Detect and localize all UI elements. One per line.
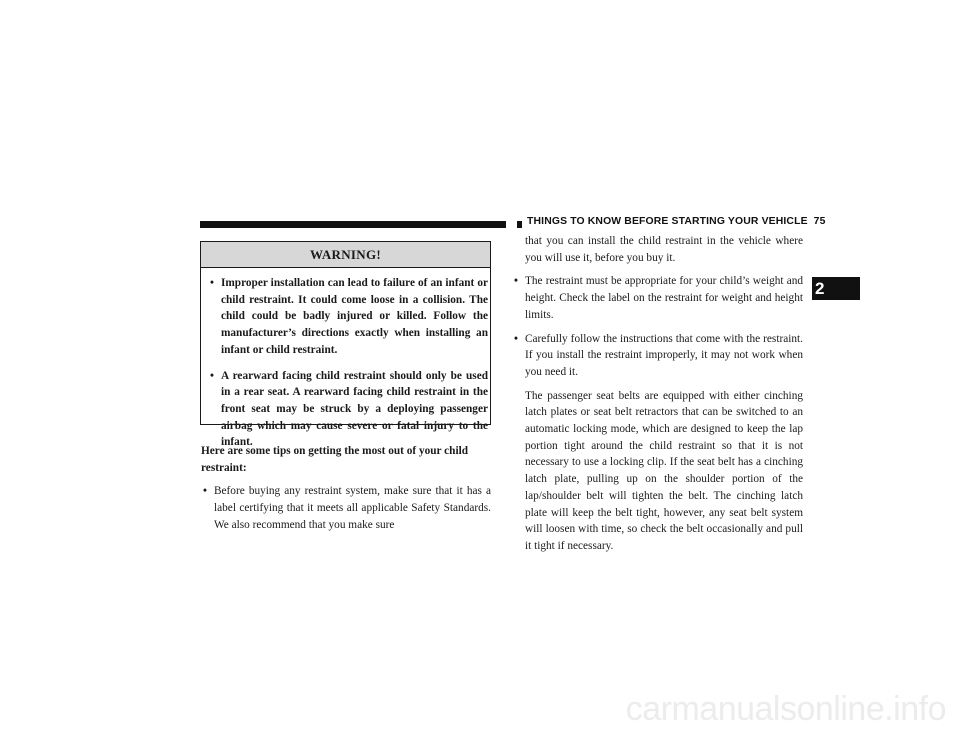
warning-list: [201, 268, 490, 451]
tips-list-right: [514, 273, 803, 380]
chapter-tab: 2: [812, 277, 860, 300]
tip-item: [514, 273, 803, 323]
header-title: THINGS TO KNOW BEFORE STARTING YOUR VEHICLE: [527, 216, 808, 227]
header-rule: [200, 221, 506, 228]
header-rule-end: [517, 221, 522, 228]
tip-item-text: The restraint must be appropriate for your child’s weight and height. Check the label on the restraint for weight and height limits.: [525, 275, 803, 321]
bullet-icon: •: [210, 277, 214, 289]
page-number: 75: [813, 216, 826, 227]
tips-list-left: [201, 483, 491, 533]
left-column: [201, 443, 491, 541]
running-header: [527, 216, 826, 227]
right-column: [514, 233, 803, 555]
watermark: carmanualsonline.info: [625, 690, 946, 728]
warning-item-text: Improper installation can lead to failure of an infant or child restraint. It could come loose in a collision. The child could be badly injured or killed. Follow the manufacturer’s directions exactly when installing an infant or child restraint.: [221, 277, 488, 356]
warning-heading: WARNING!: [201, 242, 490, 268]
bullet-icon: •: [210, 369, 214, 382]
tip-item-text: Before buying any restraint system, make sure that it has a label certifying that it meets all applicable Safety Standards. We also recommend that you make sure: [214, 485, 491, 531]
warning-item: [210, 368, 488, 452]
tip-item: [203, 483, 491, 533]
bullet-icon: •: [514, 275, 518, 288]
tips-intro: Here are some tips on getting the most out of your child restraint:: [201, 445, 469, 474]
bullet-icon: •: [203, 485, 207, 498]
seat-belt-paragraph: The passenger seat belts are equipped with either cinching latch plates or seat belt retractors that can be switched to an automatic locking mode, which are designed to keep the lap portion tight around the child restraint so that it is not necessary to use a locking clip. If the seat belt has a cinching latch plate, pulling up on the shoulder portion of the lap/shoulder belt will tighten the belt. The cinching latch plate will keep the belt tight, however, any seat belt system will loosen with time, so check the belt occasionally and pull it tight if necessary.: [525, 389, 803, 552]
tip-item: [514, 331, 803, 381]
warning-item-text: A rearward facing child restraint should only be used in a rear seat. A rearward facing child restraint in the front seat may be struck by a deploying passenger airbag which may cause severe or fatal injury to the infant.: [221, 369, 488, 449]
tip-item-text: Carefully follow the instructions that come with the restraint. If you install the restraint improperly, it may not work when you need it.: [525, 332, 803, 378]
warning-box: [200, 241, 491, 449]
warning-item: [210, 275, 488, 359]
tip-continuation: that you can install the child restraint in the vehicle where you will use it, before you buy it.: [525, 235, 803, 264]
bullet-icon: •: [514, 332, 518, 345]
